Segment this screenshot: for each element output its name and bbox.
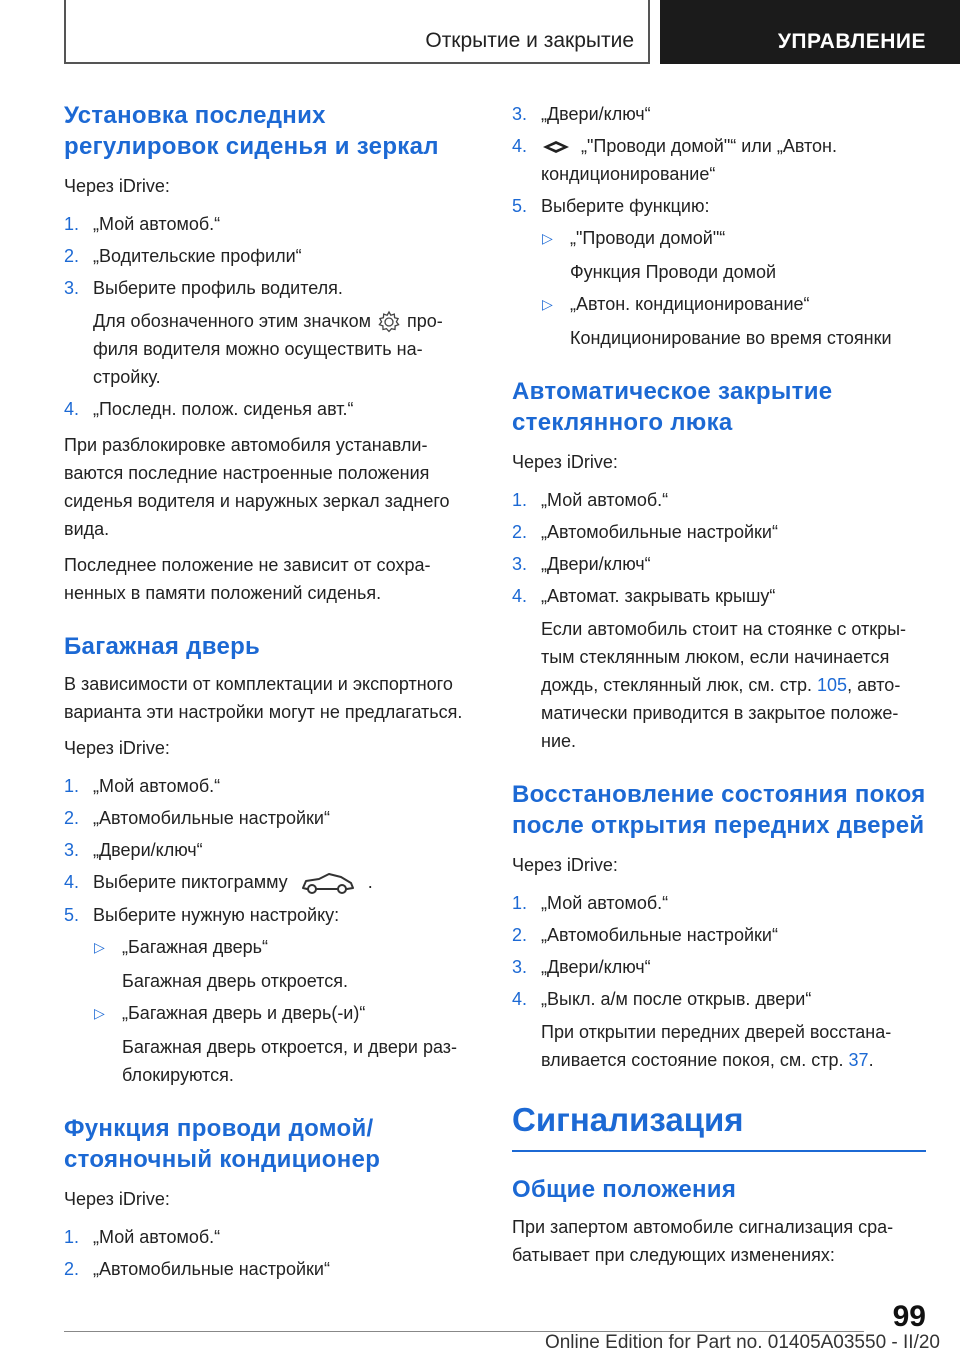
list-item: 4. „Автомат. закрывать крышу“ Если автомобиль стоит на стоянке с открытым стеклянным люком, если начинается дождь, стеклянный люк, см. стр. 105, автоматически приводится в закрытое положение. (512, 582, 926, 755)
sunroof-heading: Автоматическое закрытие стеклянного люка (512, 378, 833, 436)
rest-steps (512, 889, 926, 1074)
list-item: 3. „Двери/ключ“ (64, 840, 203, 861)
page-link[interactable]: 37 (848, 1050, 869, 1070)
step-note: При открытии передних дверей восстанавливается состояние покоя, см. стр. 37. (541, 1022, 892, 1070)
car-pictogram-icon (299, 871, 357, 897)
section-tab (660, 0, 960, 64)
list-item: 3. „Двери/ключ“ (512, 554, 651, 574)
heading-rule (512, 1150, 926, 1152)
gohome-options (541, 224, 926, 352)
step-note: Если автомобиль стоит на стоянке с открытым стеклянным люком, если начинается дождь, стеклянный люк, см. стр. 105, автоматически приводится в закрытое положение. (541, 619, 907, 751)
list-item: 4. Выберите пиктограмму . (64, 868, 478, 896)
gohome-steps (64, 1223, 478, 1283)
list-item: 2. „Автомобильные настройки“ (64, 808, 330, 829)
alarm-subheading: Общие положения (512, 1176, 737, 1203)
triangle-bullet-icon: ▷ (94, 1004, 105, 1021)
list-item: 5. Выберите функцию: ▷ „"Проводи домой"“ Функция Проводи домой ▷ „Автон. кондиционирование“ Кондиционирование во время стоянки (512, 192, 926, 352)
rest-intro: Через iDrive: (512, 855, 618, 875)
memory-paragraph-1: При разблокировке автомобиля устанавливаются последние настроенные положения сиденья водителя и наружных зеркал заднего вида. (64, 435, 450, 540)
page-header (0, 0, 960, 66)
gohome-intro: Через iDrive: (64, 1188, 170, 1209)
option-item: ▷ „Багажная дверь и дверь(-и)“ Багажная дверь откроется, и двери разблокируются. (93, 999, 478, 1089)
sunroof-intro: Через iDrive: (512, 452, 618, 472)
triangle-bullet-icon: ▷ (94, 938, 105, 955)
list-item: 1. „Мой автомоб.“ (64, 776, 221, 797)
list-item: 4. „Выкл. а/м после открыв. двери“ При открытии передних дверей восстанавливается состояние покоя, см. стр. 37. (512, 985, 926, 1074)
list-item: 2. „Автомобильные настройки“ (64, 1258, 330, 1279)
trunk-options (93, 933, 478, 1089)
list-item: 1. „Мой автомоб.“ (512, 490, 669, 510)
list-item: 1. „Мой автомоб.“ (64, 214, 221, 234)
memory-intro: Через iDrive: (64, 176, 170, 196)
memory-paragraph-2: Последнее положение не зависит от сохраненных в памяти положений сиденья. (64, 555, 431, 604)
page-link[interactable]: 105 (817, 675, 848, 695)
option-item: ▷ „"Проводи домой"“ Функция Проводи домой (541, 224, 926, 286)
list-item: 3. „Двери/ключ“ (512, 957, 651, 977)
memory-heading: Установка последних регулировок сиденья и зеркал (64, 102, 439, 160)
trunk-heading: Багажная дверь (64, 633, 261, 661)
breadcrumb-box (64, 0, 650, 64)
list-item: 4. „Последн. полож. сиденья авт.“ (64, 399, 354, 420)
list-item: 2. „Автомобильные настройки“ (512, 925, 778, 945)
trunk-intro: Через iDrive: (64, 738, 170, 759)
option-item: ▷ „Багажная дверь“ Багажная дверь откроется. (93, 933, 478, 995)
gohome-steps-continued (512, 100, 926, 352)
list-item: 1. „Мой автомоб.“ (64, 1226, 221, 1247)
right-column (512, 100, 926, 1269)
list-item: 1. „Мой автомоб.“ (512, 893, 669, 913)
memory-steps (64, 210, 478, 423)
gohome-heading: Функция проводи домой/ стояночный кондиционер (64, 1114, 381, 1173)
chevron-car-icon (541, 139, 571, 155)
option-item: ▷ „Автон. кондиционирование“ Кондиционирование во время стоянки (541, 290, 926, 352)
gear-icon (376, 309, 402, 335)
trunk-steps (64, 772, 478, 1088)
list-item: 2. „Водительские профили“ (64, 246, 302, 266)
alarm-paragraph: При запертом автомобиле сигнализация срабатывает при следующих изменениях: (512, 1217, 894, 1265)
list-item: 3. „Двери/ключ“ (512, 104, 651, 124)
triangle-bullet-icon: ▷ (542, 296, 553, 312)
alarm-heading: Сигнализация (512, 1101, 744, 1138)
list-item: 5. Выберите нужную настройку: ▷ „Багажная дверь“ Багажная дверь откроется. ▷ „Багажная дверь и дверь(-и)“ Багажная дверь откроется, и двери разблокируются. (64, 901, 478, 1089)
page-footer (0, 1300, 960, 1362)
left-column (64, 100, 478, 1287)
edition-text: Online Edition for Part no. 01405A03550 - II/20 (544, 1332, 940, 1353)
section-title: УПРАВЛЕНИЕ (777, 30, 926, 53)
list-item: 4. „"Проводи домой"“ или „Автон. кондиционирование“ (512, 136, 837, 184)
step-note: Для обозначенного этим значком профиля водителя можно осуществить настройку. (93, 311, 443, 388)
breadcrumb: Открытие и закрытие (425, 29, 634, 52)
list-item: 2. „Автомобильные настройки“ (512, 522, 778, 542)
sunroof-steps (512, 486, 926, 755)
rest-heading: Восстановление состояния покоя после открытия передних дверей (512, 781, 926, 839)
triangle-bullet-icon: ▷ (542, 230, 553, 246)
page-number: 99 (892, 1300, 926, 1333)
trunk-paragraph: В зависимости от комплектации и экспортного варианта эти настройки могут не предлагаться. (64, 674, 463, 723)
list-item: 3. Выберите профиль водителя. Для обозначенного этим значком профиля водителя можно осуществить настройку. (64, 274, 478, 391)
